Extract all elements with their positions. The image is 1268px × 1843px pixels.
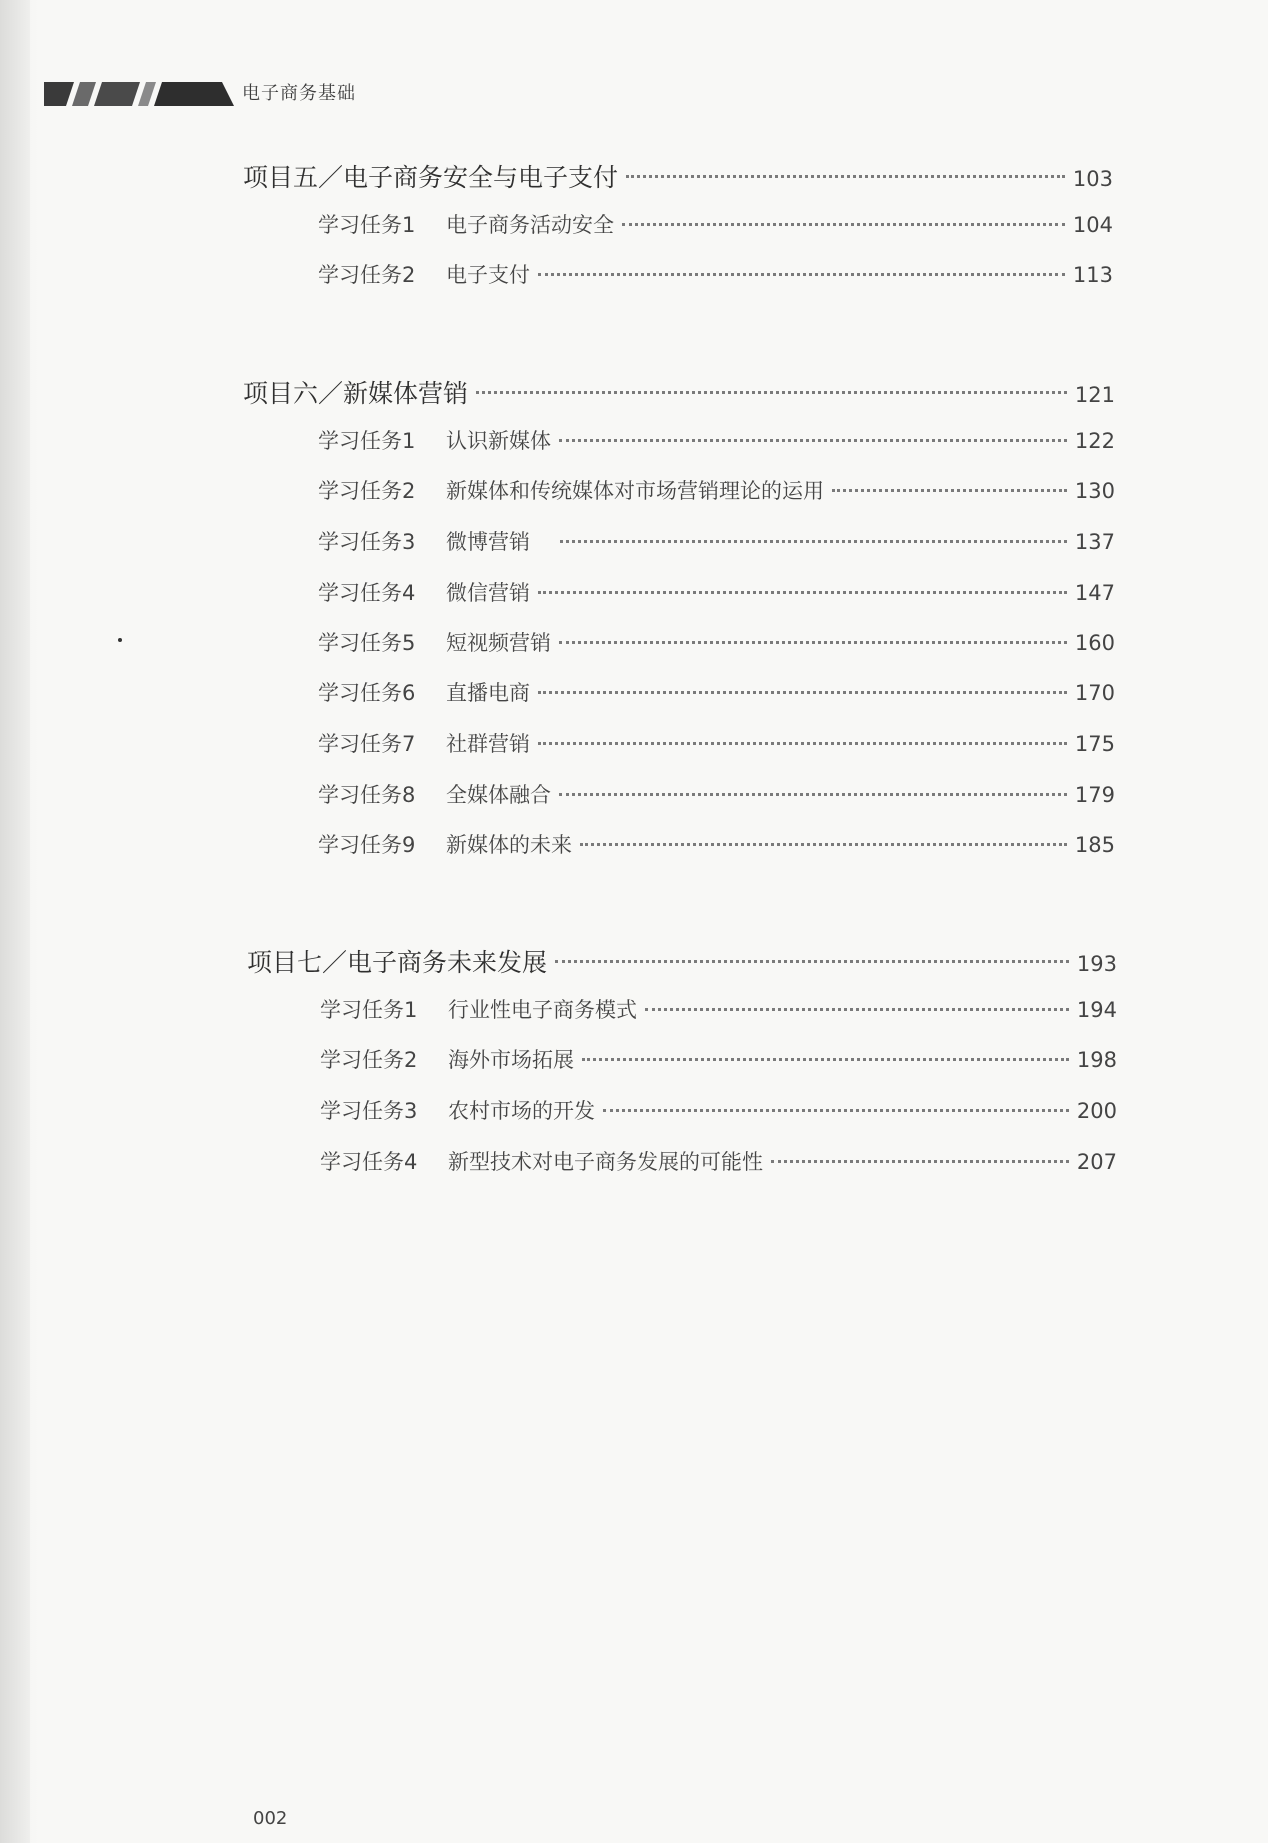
dot-leader (603, 1109, 1069, 1112)
page-number: 104 (1072, 213, 1113, 237)
toc-task[interactable] (320, 1044, 1117, 1074)
task-number: 学习任务7 (318, 732, 416, 756)
task-title: 新媒体和传统媒体对市场营销理论的运用 (446, 479, 824, 503)
toc-task[interactable] (320, 1146, 1117, 1176)
header-stripe-graphic (44, 82, 234, 106)
dot-leader (626, 175, 1065, 178)
dot-leader (582, 1058, 1069, 1061)
task-title: 农村市场的开发 (448, 1099, 595, 1123)
toc-task[interactable] (320, 1095, 1117, 1125)
task-title: 社群营销 (446, 732, 530, 756)
task-title: 全媒体融合 (446, 783, 551, 807)
page-folio: 002 (253, 1808, 288, 1829)
page-number: 160 (1074, 631, 1115, 655)
dot-leader (771, 1160, 1069, 1163)
task-number: 学习任务6 (318, 681, 416, 705)
page-number: 130 (1074, 479, 1115, 503)
task-number: 学习任务1 (318, 213, 416, 237)
page-number: 137 (1074, 530, 1115, 554)
toc-task[interactable] (318, 526, 1115, 556)
task-title: 认识新媒体 (446, 429, 551, 453)
page-number: 193 (1076, 952, 1117, 976)
page-number: 200 (1076, 1099, 1117, 1123)
toc-task[interactable] (318, 259, 1113, 289)
toc-project-5[interactable] (243, 158, 1113, 194)
dot-leader (645, 1008, 1069, 1011)
page-number: 170 (1074, 681, 1115, 705)
page-number: 103 (1072, 167, 1113, 191)
toc-project-7[interactable] (247, 943, 1117, 979)
task-title: 微博营销 (446, 530, 530, 554)
dot-leader (555, 960, 1069, 963)
page-number: 198 (1076, 1048, 1117, 1072)
task-number: 学习任务1 (320, 998, 418, 1022)
task-title: 新媒体的未来 (446, 833, 572, 857)
toc-task[interactable] (318, 209, 1113, 239)
page-number: 113 (1072, 263, 1113, 287)
dot-leader (538, 742, 1067, 745)
page-number: 207 (1076, 1150, 1117, 1174)
task-number: 学习任务3 (318, 530, 416, 554)
task-number: 学习任务2 (320, 1048, 418, 1072)
dot-leader (476, 391, 1067, 394)
page-number: 185 (1074, 833, 1115, 857)
dot-leader (832, 489, 1067, 492)
task-title: 电子商务活动安全 (446, 213, 614, 237)
dot-leader (538, 691, 1067, 694)
toc-task[interactable] (318, 728, 1115, 758)
dot-leader (580, 843, 1067, 846)
task-title: 海外市场拓展 (448, 1048, 574, 1072)
page-number: 121 (1074, 383, 1115, 407)
dot-leader (538, 273, 1065, 276)
task-number: 学习任务8 (318, 783, 416, 807)
page-number: 194 (1076, 998, 1117, 1022)
task-title: 行业性电子商务模式 (448, 998, 637, 1022)
task-number: 学习任务4 (320, 1150, 418, 1174)
project-title: 项目六／新媒体营销 (243, 379, 469, 408)
task-number: 学习任务2 (318, 263, 416, 287)
dot-leader (559, 439, 1067, 442)
task-number: 学习任务3 (320, 1099, 418, 1123)
dot-leader (559, 793, 1067, 796)
toc-task[interactable] (318, 475, 1115, 505)
toc-project-6[interactable] (243, 374, 1115, 410)
page-number: 122 (1074, 429, 1115, 453)
task-title: 直播电商 (446, 681, 530, 705)
task-number: 学习任务5 (318, 631, 416, 655)
dot-leader (538, 591, 1067, 594)
task-title: 微信营销 (446, 581, 530, 605)
project-title: 项目七／电子商务未来发展 (247, 948, 548, 977)
page-number: 147 (1074, 581, 1115, 605)
toc-task[interactable] (318, 829, 1115, 859)
dot-leader (622, 223, 1065, 226)
toc-task[interactable] (318, 577, 1115, 607)
dot-leader (559, 641, 1067, 644)
header-title: 电子商务基础 (242, 83, 356, 104)
toc-task[interactable] (320, 994, 1117, 1024)
task-number: 学习任务4 (318, 581, 416, 605)
dot-leader (560, 540, 1067, 543)
stray-ink-dot (118, 638, 122, 642)
toc-task[interactable] (318, 779, 1115, 809)
task-number: 学习任务1 (318, 429, 416, 453)
task-number: 学习任务9 (318, 833, 416, 857)
task-title: 新型技术对电子商务发展的可能性 (448, 1150, 763, 1174)
page-number: 175 (1074, 732, 1115, 756)
toc-task[interactable] (318, 425, 1115, 455)
project-title: 项目五／电子商务安全与电子支付 (243, 163, 619, 192)
page-number: 179 (1074, 783, 1115, 807)
toc-task[interactable] (318, 627, 1115, 657)
task-number: 学习任务2 (318, 479, 416, 503)
task-title: 电子支付 (446, 263, 530, 287)
book-spine-shadow (0, 0, 30, 1843)
task-title: 短视频营销 (446, 631, 551, 655)
toc-task[interactable] (318, 677, 1115, 707)
